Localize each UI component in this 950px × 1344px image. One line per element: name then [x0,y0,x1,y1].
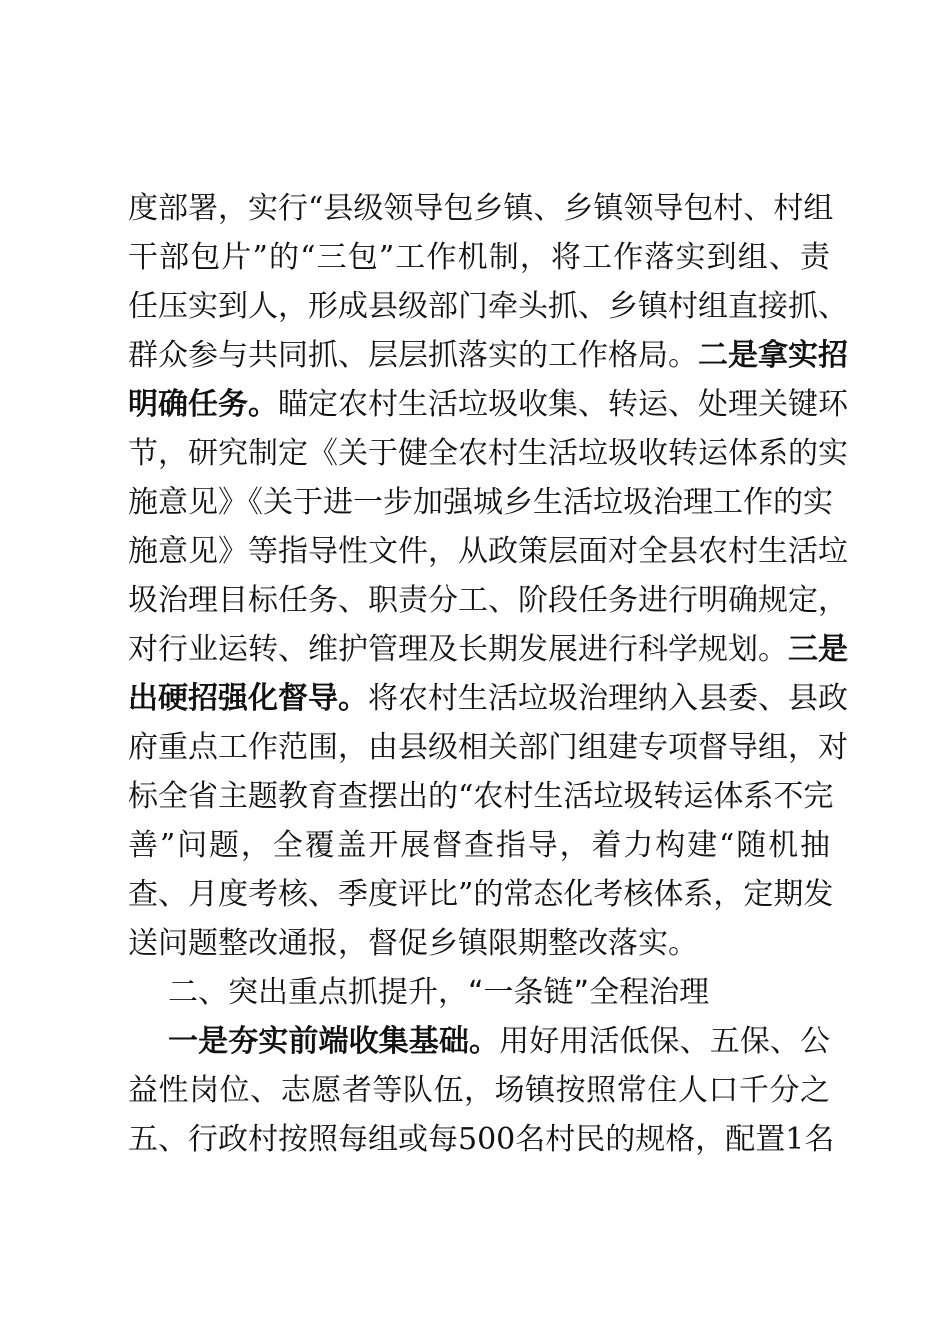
text: 善”问题，全覆盖开展督查指导，着力构建“随机抽 [128,828,830,863]
text-line [128,576,848,625]
text: 节，研究制定《关于健全农村生活垃圾收转运体系的实 [128,436,848,471]
text: 将农村生活垃圾治理纳入县委、县政 [368,681,848,716]
text: 任压实到人，形成县级部门牵头抓、乡镇村组直接抓、 [128,289,848,324]
text-line [128,282,848,331]
text: 干部包片”的“三包”工作机制，将工作落实到组、责 [128,240,830,275]
text-line [128,1115,835,1164]
text: 用好用活低保、五保、公 [499,1024,831,1059]
text-line [128,233,830,282]
bold-lead: 一是夯实前端收集基础。 [168,1024,500,1059]
text-line [128,478,833,527]
text-line [128,625,848,674]
text-line [128,772,834,821]
text-line [128,527,848,576]
document-page [128,184,848,1164]
text-line [128,429,848,478]
text-line [128,184,834,233]
bold-lead: 三是 [788,632,848,667]
text-line [128,1017,830,1066]
text: 五、行政村按照每组或每500名村民的规格，配置1名 [128,1122,835,1157]
text: 度部署，实行“县级领导包乡镇、乡镇领导包村、村组 [128,191,834,226]
text: 群众参与共同抓、层层抓落实的工作格局。 [128,338,698,373]
text: 施意见》等指导性文件，从政策层面对全县农村生活垃 [128,534,848,569]
section-heading: 二、突出重点抓提升，“一条链”全程治理 [168,975,710,1010]
text-line [128,380,848,429]
text-line [128,331,848,380]
text-line [128,723,848,772]
text: 圾治理目标任务、职责分工、阶段任务进行明确规定， [128,583,848,618]
text-line [128,919,830,968]
text: 查、月度考核、季度评比”的常态化考核体系，定期发 [128,877,834,912]
bold-lead: 明确任务。 [128,387,278,422]
text: 瞄定农村生活垃圾收集、转运、处理关键环 [278,387,848,422]
bold-lead: 二是拿实招 [698,338,848,373]
text: 对行业运转、维护管理及长期发展进行科学规划。 [128,632,788,667]
text-line [128,674,848,723]
bold-lead: 出硬招强化督导。 [128,681,368,716]
text: 府重点工作范围，由县级相关部门组建专项督导组，对 [128,730,848,765]
text: 益性岗位、志愿者等队伍，场镇按照常住人口千分之 [128,1073,830,1108]
text-line [128,870,834,919]
text: 送问题整改通报，督促乡镇限期整改落实。 [128,926,698,961]
text: 施意见》《关于进一步加强城乡生活垃圾治理工作的实 [128,485,833,520]
text-line [128,1066,830,1115]
text: 标全省主题教育查摆出的“农村生活垃圾转运体系不完 [128,779,834,814]
text-line [128,821,830,870]
